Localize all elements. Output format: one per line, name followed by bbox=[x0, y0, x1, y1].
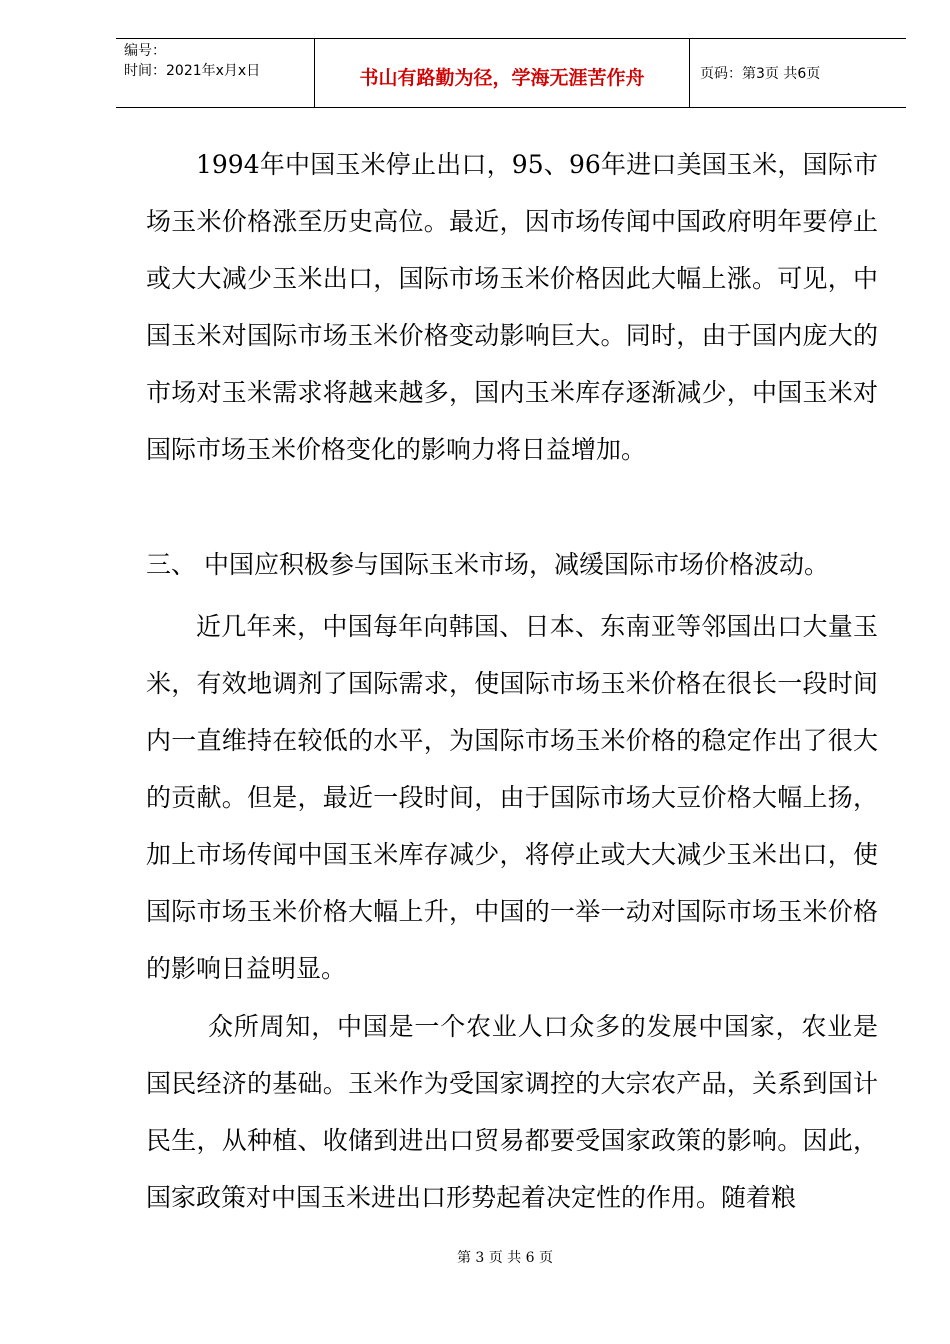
paragraph-block-3 bbox=[146, 998, 878, 1226]
page-footer: 第 3 页 共 6 页 bbox=[456, 1250, 554, 1266]
header-page-info: 页码：第3页 共6页 bbox=[700, 66, 821, 82]
section-heading: 三、 中国应积极参与国际玉米市场，减缓国际市场价格波动。 bbox=[146, 550, 829, 579]
body-paragraph: 近几年来，中国每年向韩国、日本、东南亚等邻国出口大量玉米，有效地调剂了国际需求，使国际市场玉米价格在很长一段时间内一直维持在较低的水平，为国际市场玉米价格的稳定作出了很大的贡献。但是，最近一段时间，由于国际市场大豆价格大幅上扬，加上市场传闻中国玉米库存减少，将停止或大大减少玉米出口，使国际市场玉米价格大幅上升，中国的一举一动对国际市场玉米价格的影响日益明显。 bbox=[146, 612, 878, 983]
header-page-cell bbox=[690, 39, 906, 107]
paragraph-block-1 bbox=[146, 136, 878, 478]
header-meta-cell bbox=[116, 39, 314, 107]
body-paragraph: 众所周知，中国是一个农业人口众多的发展中国家，农业是国民经济的基础。玉米作为受国家调控的大宗农产品，关系到国计民生，从种植、收储到进出口贸易都要受国家政策的影响。因此，国家政策对中国玉米进出口形势起着决定性的作用。随着粮 bbox=[146, 1012, 878, 1212]
header-motto-cell bbox=[314, 39, 690, 107]
body-paragraph: 1994年中国玉米停止出口，95、96年进口美国玉米，国际市场玉米价格涨至历史高位。最近，因市场传闻中国政府明年要停止或大大减少玉米出口，国际市场玉米价格因此大幅上涨。可见，中国玉米对国际市场玉米价格变动影响巨大。同时，由于国内庞大的市场对玉米需求将越来越多，国内玉米库存逐渐减少，中国玉米对国际市场玉米价格变化的影响力将日益增加。 bbox=[146, 150, 878, 464]
document-header bbox=[116, 38, 906, 108]
document-time-label: 时间：2021年x月x日 bbox=[124, 63, 261, 79]
section-heading-block bbox=[146, 536, 878, 593]
document-number-label: 编号： bbox=[124, 43, 166, 59]
paragraph-block-2 bbox=[146, 598, 878, 997]
header-motto: 书山有路勤为径，学海无涯苦作舟 bbox=[359, 66, 645, 89]
